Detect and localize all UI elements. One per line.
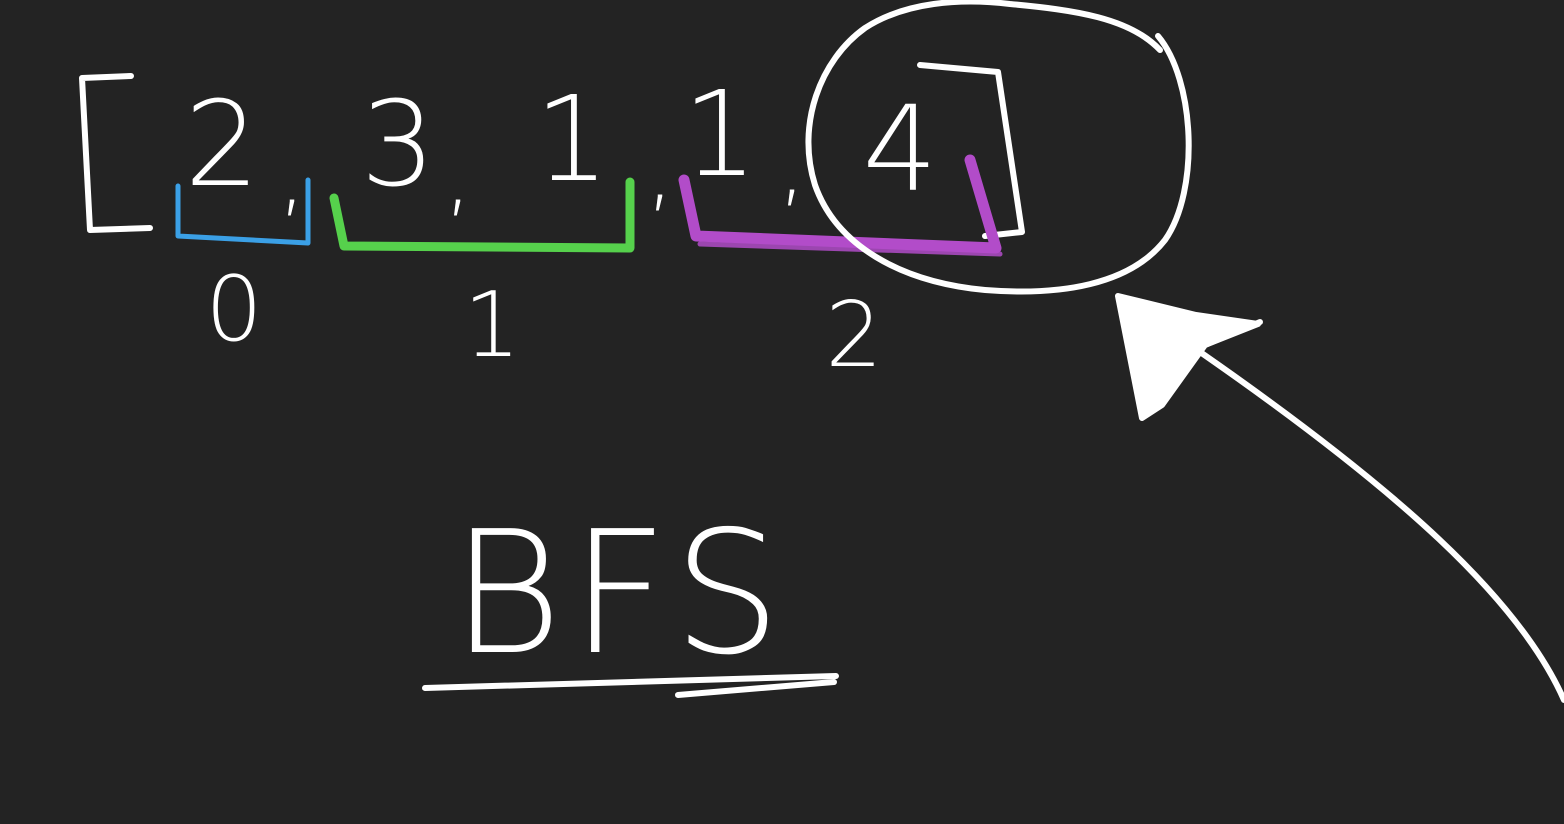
pointer-arrow-shaft (1190, 345, 1564, 700)
separator-comma-0: , (277, 122, 307, 227)
array-element-0: 2 (184, 75, 260, 213)
array-element-3: 1 (682, 65, 758, 203)
separator-comma-1: , (443, 122, 473, 227)
separator-comma-2: , (645, 117, 675, 222)
separator-comma-3: , (777, 112, 807, 217)
algorithm-label: BFS (450, 495, 790, 693)
level-2-label: 2 (825, 283, 883, 388)
pointer-arrowhead (1118, 296, 1258, 418)
level-1-label: 1 (463, 273, 521, 378)
array-element-2: 1 (534, 70, 610, 208)
open-bracket (82, 76, 150, 230)
level-0-label: 0 (205, 257, 263, 362)
array-element-4: 4 (862, 80, 938, 218)
array-element-1: 3 (360, 75, 436, 213)
